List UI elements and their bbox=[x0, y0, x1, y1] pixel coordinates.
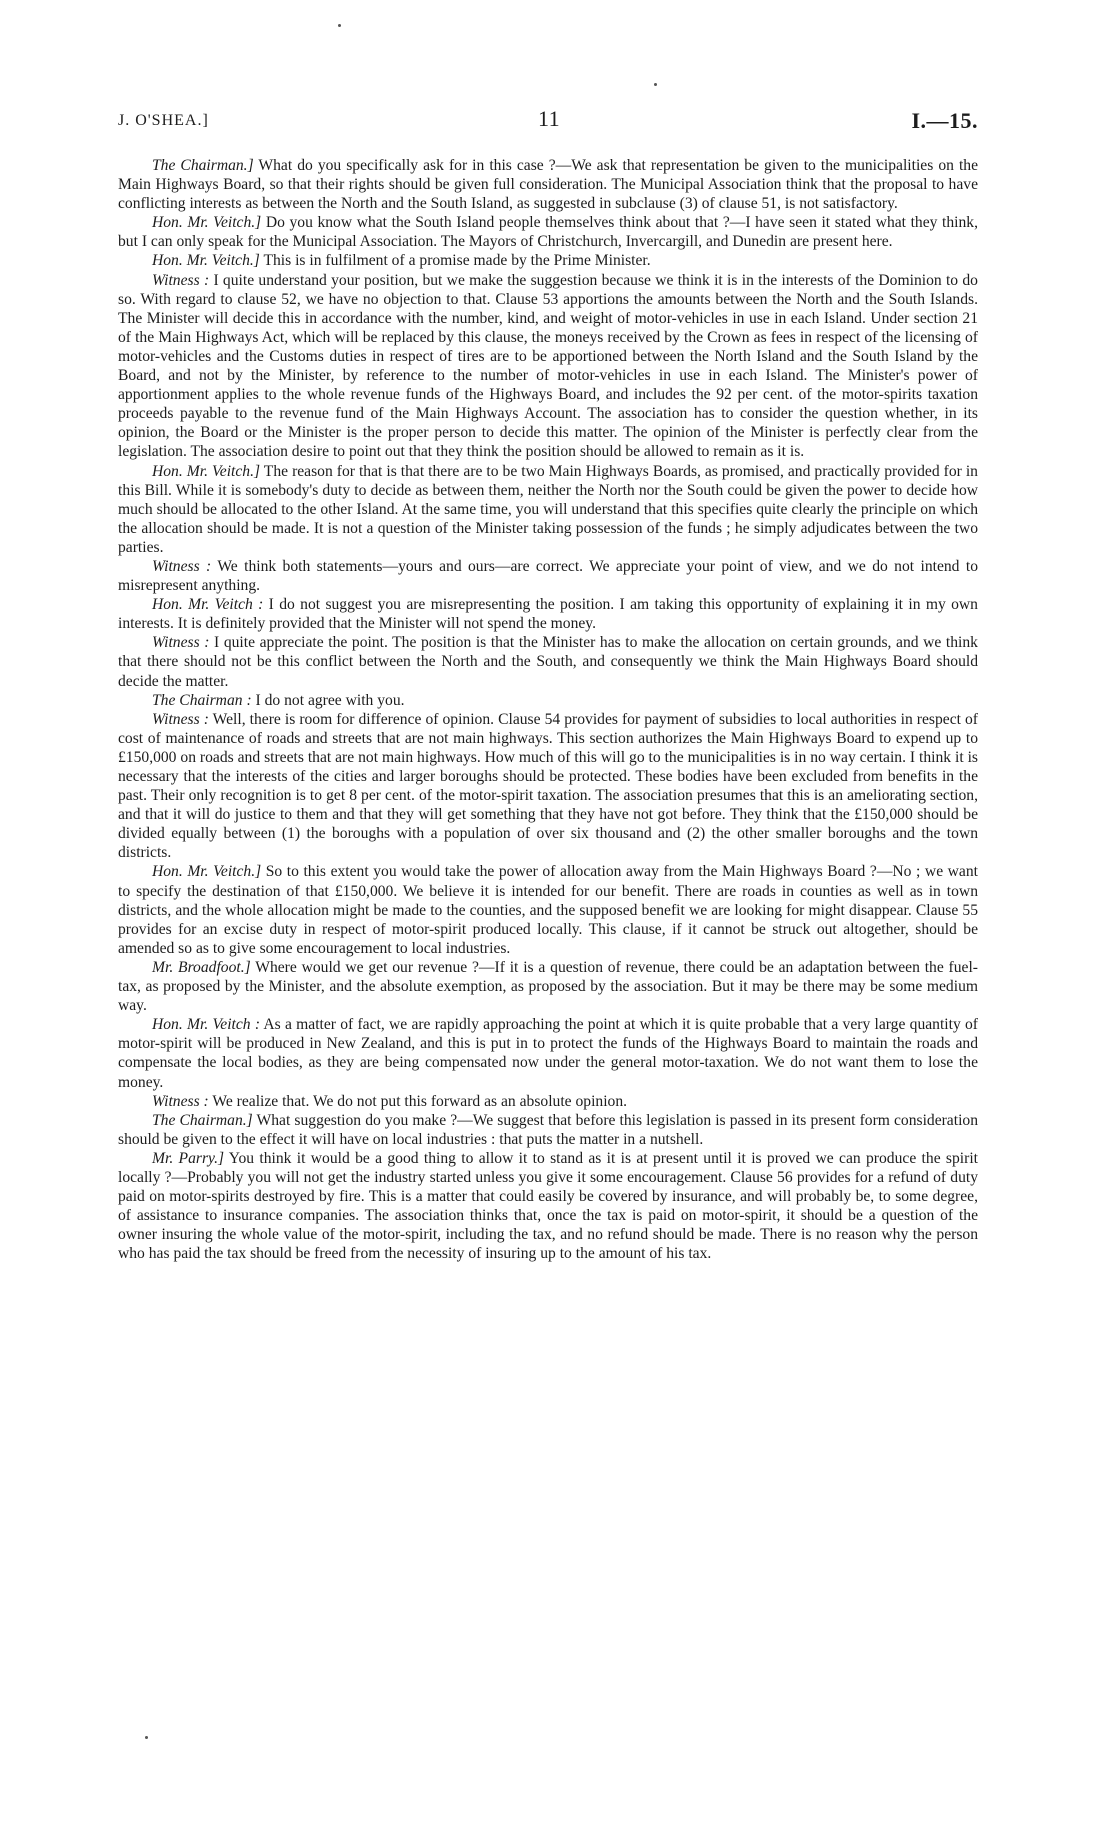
scan-speck bbox=[654, 83, 657, 86]
transcript-paragraph bbox=[118, 710, 978, 863]
speaker-label: The Chairman.] bbox=[152, 157, 254, 174]
transcript-paragraph bbox=[118, 462, 978, 557]
transcript-paragraph bbox=[118, 1111, 978, 1149]
document-body bbox=[118, 156, 978, 1263]
paragraph-text: I quite understand your position, but we make the suggestion because we think it is in the interests of the Dominion to do so. With regard to clause 52, we have no objection to that. Clause 53 apportions the amounts between the North and the South Islands. The Minister will decide this in accordance with the number, kind, and weight of motor-vehicles in use in each Island. Under section 21 of the Main Highways Act, which will be replaced by this clause, the moneys received by the Crown as fees in respect of the licensing of motor-vehicles and the Customs duties in respect of tires are to be apportioned between the North Island and the South Island by the Board, and not by the Minister, by reference to the number of motor-vehicles in use in each Island. The Minister's power of apportionment applies to the whole revenue funds of the Highways Board, and includes the 92 per cent. of the motor-spirits taxation proceeds payable to the revenue fund of the Main Highways Account. The association has to consider the question whether, in its opinion, the Board or the Minister is the proper person to decide this matter. The opinion of the Minister is perfectly clear from the legislation. The association desire to point out that they think the position should be allowed to remain as it is. bbox=[118, 271, 978, 461]
speaker-label: Witness : bbox=[152, 710, 209, 728]
speaker-label: Mr. Parry.] bbox=[152, 1149, 225, 1167]
paragraph-text: This is in fulfilment of a promise made by the Prime Minister. bbox=[259, 252, 651, 270]
paragraph-text: I quite appreciate the point. The position is that the Minister has to make the allocation on certain grounds, and we think that there should not be this conflict between the North and the South, and consequently we think the Main Highways Board should decide the matter. bbox=[118, 634, 978, 690]
transcript-paragraph bbox=[118, 595, 978, 633]
speaker-label: Witness : bbox=[152, 1092, 209, 1110]
speaker-label: Hon. Mr. Veitch.] bbox=[152, 214, 262, 232]
scan-speck bbox=[145, 1736, 148, 1739]
speaker-label: Mr. Broadfoot.] bbox=[152, 958, 251, 976]
speaker-label: Hon. Mr. Veitch.] bbox=[152, 863, 262, 881]
scan-speck bbox=[338, 24, 341, 27]
paragraph-text: As a matter of fact, we are rapidly approaching the point at which it is quite probable that a very large quantity of motor-spirit will be produced in New Zealand, and this is put in to protect the funds of the Highways Board to maintain the roads and compensate the local bodies, as they are being compensated now under the general motor-taxation. We do not want them to lose the money. bbox=[118, 1016, 978, 1091]
transcript-paragraph bbox=[118, 1149, 978, 1264]
paragraph-text: Do you know what the South Island people themselves think about that ?—I have seen it stated what they think, but I can only speak for the Municipal Association. The Mayors of Christchurch, Invercargill, and Dunedin are present here. bbox=[118, 214, 978, 251]
speaker-label: The Chairman.] bbox=[152, 1111, 253, 1129]
paragraph-text: We realize that. We do not put this forward as an absolute opinion. bbox=[208, 1092, 628, 1110]
transcript-paragraph bbox=[118, 213, 978, 251]
paragraph-text: So to this extent you would take the power of allocation away from the Main Highways Board ?—No ; we want to specify the destination of that £150,000. We believe it is intended for our benefit. There are roads in counties as well as in town districts, and the whole allocation might be made to the counties, and the supposed benefit we are looking for might disappear. Clause 55 provides for an excise duty in respect of motor-spirit produced locally. This clause, if it cannot be struck out altogether, should be amended so as to give some encouragement to local industries. bbox=[118, 863, 978, 957]
speaker-label: Hon. Mr. Veitch.] bbox=[152, 462, 261, 480]
page-header bbox=[118, 100, 978, 136]
paragraph-text: What do you specifically ask for in this case ?—We ask that representation be given to the municipalities on the Main Highways Board, so that their rights should be given full consideration. The Municipal Association think that the proposal to have conflicting interests as between the North and the South Island, as suggested in subclause (3) of clause 51, is not satisfactory. bbox=[118, 157, 978, 213]
speaker-label: Witness : bbox=[152, 557, 212, 575]
paragraph-text: What suggestion do you make ?—We suggest that before this legislation is passed in its present form consideration should be given to the effect it will have on local industries : that puts the matter in a nutshell. bbox=[118, 1111, 978, 1148]
header-page-number: 11 bbox=[538, 106, 561, 131]
speaker-label: Hon. Mr. Veitch : bbox=[152, 596, 264, 614]
speaker-label: Witness : bbox=[152, 271, 210, 289]
document-page bbox=[118, 100, 978, 1263]
transcript-paragraph bbox=[118, 156, 978, 213]
paragraph-text: Where would we get our revenue ?—If it is a question of revenue, there could be an adaptation between the fuel-tax, as proposed by the Minister, and the absolute exemption, as proposed by the association. But it may be there may be some medium way. bbox=[118, 958, 978, 1015]
paragraph-text: We think both statements—yours and ours—are correct. We appreciate your point of view, and we do not intend to misrepresent anything. bbox=[118, 557, 978, 595]
transcript-paragraph bbox=[118, 1092, 978, 1111]
paragraph-text: I do not agree with you. bbox=[251, 691, 405, 709]
speaker-label: Hon. Mr. Veitch.] bbox=[152, 252, 260, 270]
transcript-paragraph bbox=[118, 862, 978, 957]
header-witness-name: J. O'SHEA.] bbox=[118, 112, 209, 129]
transcript-paragraph bbox=[118, 271, 978, 462]
speaker-label: The Chairman : bbox=[152, 691, 252, 709]
transcript-paragraph bbox=[118, 633, 978, 690]
transcript-paragraph bbox=[118, 251, 978, 270]
paragraph-text: You think it would be a good thing to allow it to stand as it is at present until it is proved we can produce the spirit locally ?—Probably you will not get the industry started unless you give it some encouragement. Clause 56 provides for a refund of duty paid on motor-spirits destroyed by fire. This is a matter that could easily be covered by insurance, and will probably be, to some degree, of assistance to insurance companies. The association thinks that, once the tax is paid on motor-spirit, it should be a question of the owner insuring the whole value of the motor-spirit, including the tax, and no refund should be made. There is no reason why the person who has paid the tax should be freed from the necessity of insuring up to the amount of his tax. bbox=[118, 1149, 978, 1263]
paragraph-text: The reason for that is that there are to be two Main Highways Boards, as promised, and practically provided for in this Bill. While it is somebody's duty to decide as between them, neither the North nor the South could be given the power to decide how much should be allocated to the other Island. At the same time, you will understand that this specifies quite clearly the principle on which the allocation should be made. It is not a question of the Minister taking possession of the funds ; he simply adjudicates between the two parties. bbox=[118, 462, 978, 556]
header-paper-reference: I.—15. bbox=[911, 108, 978, 133]
paragraph-text: I do not suggest you are misrepresenting the position. I am taking this opportunity of explaining it in my own interests. It is definitely provided that the Minister will not spend the money. bbox=[118, 596, 978, 633]
transcript-paragraph bbox=[118, 691, 978, 710]
transcript-paragraph bbox=[118, 557, 978, 595]
paragraph-text: Well, there is room for difference of opinion. Clause 54 provides for payment of subsidies to local authorities in respect of cost of maintenance of roads and streets that are not main highways. This section authorizes the Main Highways Board to expend up to £150,000 on roads and streets that are not main highways. How much of this will go to the municipalities is in no way certain. I think it is necessary that the interests of the cities and larger boroughs should be protected. These bodies have been excluded from benefits in the past. Their only recognition is to get 8 per cent. of the motor-spirit taxation. The association presumes that this is an ameliorating section, and that it will do justice to them and that they will get something that they have not got before. They think that the £150,000 should be divided equally between (1) the boroughs with a population of over six thousand and (2) the other smaller boroughs and the town districts. bbox=[118, 710, 978, 862]
speaker-label: Witness : bbox=[152, 634, 210, 652]
speaker-label: Hon. Mr. Veitch : bbox=[152, 1016, 261, 1034]
transcript-paragraph bbox=[118, 958, 978, 1015]
transcript-paragraph bbox=[118, 1015, 978, 1091]
